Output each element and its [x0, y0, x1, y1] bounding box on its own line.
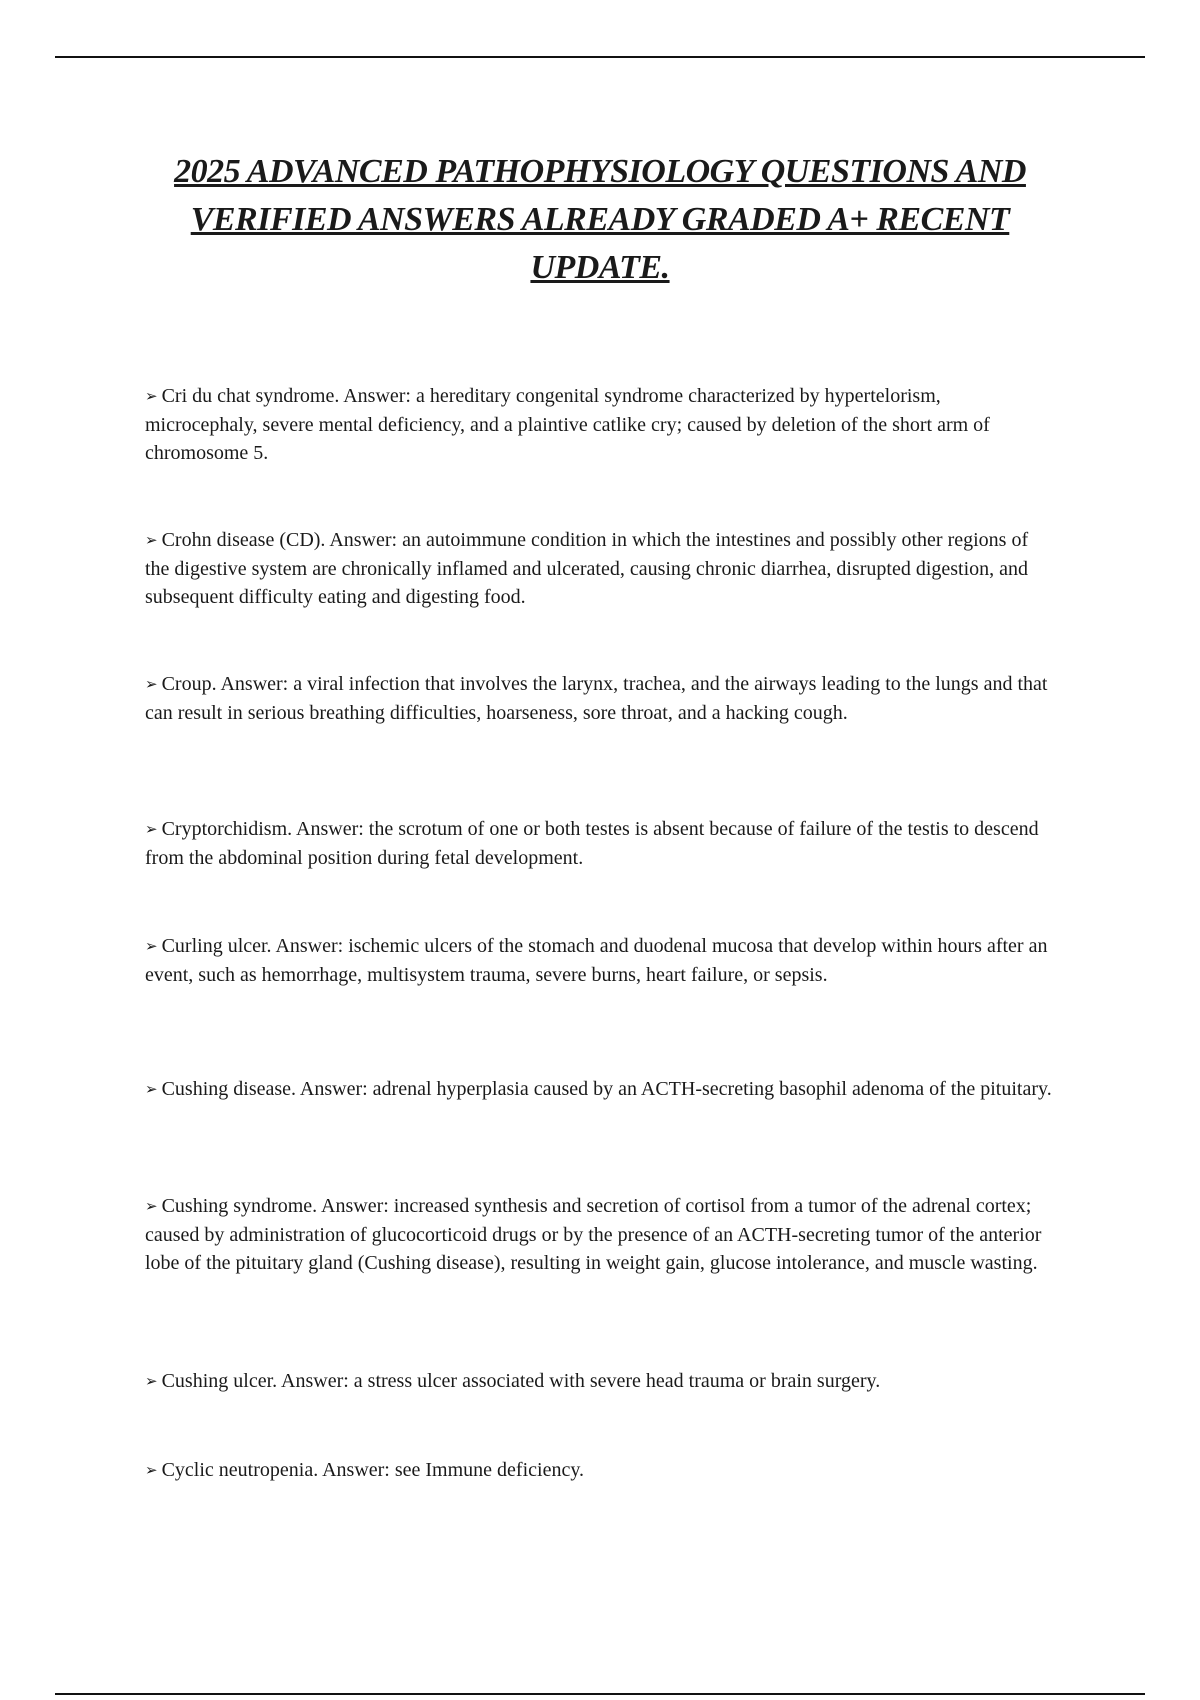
arrow-bullet-icon: ➢ — [145, 1372, 158, 1390]
header-divider — [55, 56, 1145, 58]
arrow-bullet-icon: ➢ — [145, 675, 158, 693]
arrow-bullet-icon: ➢ — [145, 1080, 158, 1098]
arrow-bullet-icon: ➢ — [145, 531, 158, 549]
qa-entry-text: Curling ulcer. Answer: ischemic ulcers of the stomach and duodenal mucosa that develop within hours after an event, such as hemorrhage, multisystem trauma, severe burns, heart failure, or sepsis. — [145, 935, 1048, 986]
title-line-3: UPDATE. — [530, 249, 670, 286]
footer-divider — [55, 1693, 1145, 1695]
qa-entry-text: Croup. Answer: a viral infection that involves the larynx, trachea, and the airways leading to the lungs and that can result in serious breathing difficulties, hoarseness, sore throat, and a hacking cough. — [145, 673, 1048, 724]
qa-entry-text: Cushing syndrome. Answer: increased synthesis and secretion of cortisol from a tumor of the adrenal cortex; caused by administration of glucocorticoid drugs or by the presence of an ACTH-secreting tumor of the anterior lobe of the pituitary gland (Cushing disease), resulting in weight gain, glucose intolerance, and muscle wasting. — [145, 1195, 1042, 1274]
qa-entry — [145, 1075, 1055, 1104]
qa-entry-text: Cri du chat syndrome. Answer: a hereditary congenital syndrome characterized by hypertelorism, microcephaly, severe mental deficiency, and a plaintive catlike cry; caused by deletion of the short arm of chromosome 5. — [145, 385, 990, 464]
qa-entry-text: Cushing disease. Answer: adrenal hyperplasia caused by an ACTH-secreting basophil adenoma of the pituitary. — [161, 1078, 1052, 1100]
arrow-bullet-icon: ➢ — [145, 1461, 158, 1479]
qa-entry — [145, 1192, 1055, 1278]
qa-entry — [145, 932, 1055, 989]
qa-entry — [145, 815, 1055, 872]
arrow-bullet-icon: ➢ — [145, 820, 158, 838]
qa-entry — [145, 1456, 1055, 1485]
qa-entry — [145, 1367, 1055, 1396]
qa-entry-text: Cyclic neutropenia. Answer: see Immune deficiency. — [161, 1459, 585, 1481]
title-line-2: VERIFIED ANSWERS ALREADY GRADED A+ RECENT — [190, 201, 1010, 238]
arrow-bullet-icon: ➢ — [145, 387, 158, 405]
qa-entry-text: Cushing ulcer. Answer: a stress ulcer associated with severe head trauma or brain surgery. — [161, 1370, 881, 1392]
qa-entry — [145, 670, 1055, 727]
qa-entry — [145, 526, 1055, 612]
arrow-bullet-icon: ➢ — [145, 937, 158, 955]
qa-entry-text: Crohn disease (CD). Answer: an autoimmune condition in which the intestines and possibly other regions of the digestive system are chronically inflamed and ulcerated, causing chronic diarrhea, disrupted digestion, and subsequent difficulty eating and digesting food. — [145, 529, 1029, 608]
title-line-1: 2025 ADVANCED PATHOPHYSIOLOGY QUESTIONS AND — [174, 153, 1026, 190]
document-title — [120, 148, 1080, 292]
arrow-bullet-icon: ➢ — [145, 1197, 158, 1215]
qa-entry — [145, 382, 1055, 468]
qa-entry-text: Cryptorchidism. Answer: the scrotum of one or both testes is absent because of failure of the testis to descend from the abdominal position during fetal development. — [145, 818, 1039, 869]
